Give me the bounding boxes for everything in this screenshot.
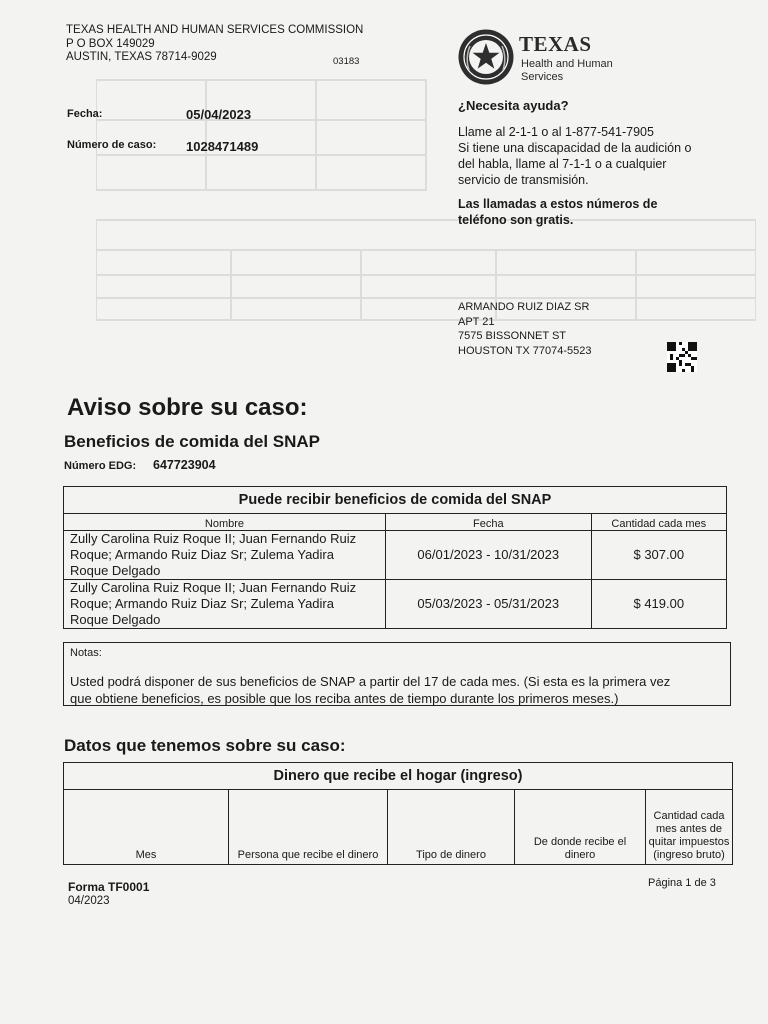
notice-subtitle: Beneficios de comida del SNAP xyxy=(64,432,321,451)
table-row xyxy=(64,531,727,580)
row-amount: $ 307.00 xyxy=(591,531,726,580)
recipient-line: ARMANDO RUIZ DIAZ SR xyxy=(458,301,590,313)
sender-line: TEXAS HEALTH AND HUMAN SERVICES COMMISSION xyxy=(66,24,364,36)
logo-subtitle-line: Health and Human xyxy=(521,58,613,70)
edg-value: 647723904 xyxy=(153,458,216,472)
header-line: dinero xyxy=(564,849,596,861)
notes-line: que obtiene beneficios, es posible que los reciba antes de tiempo durante los primeros meses.) xyxy=(70,691,619,706)
sender-line: AUSTIN, TEXAS 78714-9029 xyxy=(66,51,217,63)
header-line: Tipo de dinero xyxy=(416,849,486,861)
income-table xyxy=(63,762,733,865)
sender-address xyxy=(66,24,363,65)
page-number: Página 1 de 3 xyxy=(648,877,716,889)
name-line: Roque; Armando Ruiz Diaz Sr; Zulema Yadira xyxy=(70,596,334,611)
sender-line: P O BOX 149029 xyxy=(66,37,155,50)
fecha-label: Fecha: xyxy=(67,108,103,120)
notes-line: Usted podrá disponer de sus beneficios de SNAP a partir del 17 de cada mes. (Si esta es la primera vez xyxy=(70,674,671,689)
benefits-table-caption: Puede recibir beneficios de comida del SNAP xyxy=(64,487,727,514)
column-header-mes xyxy=(64,790,229,865)
name-line: Roque Delgado xyxy=(70,563,161,578)
header-line: Mes xyxy=(135,849,157,861)
recipient-line: APT 21 xyxy=(458,315,495,328)
help-heading: ¿Necesita ayuda? xyxy=(458,98,569,113)
form-number: Forma TF0001 xyxy=(68,880,150,894)
notes-text xyxy=(70,673,720,707)
edg-label: Número EDG: xyxy=(64,460,137,472)
column-header-origen xyxy=(515,790,646,865)
column-header-persona xyxy=(229,790,388,865)
row-date: 05/03/2023 - 05/31/2023 xyxy=(385,580,591,629)
row-names xyxy=(64,531,386,580)
name-line: Roque; Armando Ruiz Diaz Sr; Zulema Yadira xyxy=(70,547,334,562)
name-line: Zully Carolina Ruiz Roque II; Juan Fernando Ruiz xyxy=(70,531,357,546)
name-line: Zully Carolina Ruiz Roque II; Juan Fernando Ruiz xyxy=(70,580,357,595)
case-data-title: Datos que tenemos sobre su caso: xyxy=(64,736,346,755)
name-line: Roque Delgado xyxy=(70,612,161,627)
row-date: 06/01/2023 - 10/31/2023 xyxy=(385,531,591,580)
table-row xyxy=(64,580,727,629)
benefits-table xyxy=(63,486,727,629)
recipient-line: HOUSTON TX 77074-5523 xyxy=(458,344,592,357)
help-line: Si tiene una discapacidad de la audición o xyxy=(458,141,692,155)
help-free-line: teléfono son gratis. xyxy=(458,213,574,227)
logo-subtitle-line: Services xyxy=(521,70,564,83)
notes-label: Notas: xyxy=(70,647,102,659)
help-box xyxy=(458,98,748,228)
help-line: servicio de transmisión. xyxy=(458,173,589,187)
column-header-fecha: Fecha xyxy=(385,514,591,531)
help-free-note xyxy=(458,196,748,228)
hhs-logo xyxy=(457,28,627,86)
texas-seal-icon xyxy=(457,28,515,86)
help-line: Llame al 2-1-1 o al 1-877-541-7905 xyxy=(458,125,654,139)
qr-code-icon xyxy=(667,342,697,372)
column-header-cantidad: Cantidad cada mes xyxy=(591,514,726,531)
header-line: mes antes de xyxy=(655,823,723,835)
row-amount: $ 419.00 xyxy=(591,580,726,629)
notice-title: Aviso sobre su caso: xyxy=(67,394,308,421)
column-header-nombre: Nombre xyxy=(64,514,386,531)
row-names xyxy=(64,580,386,629)
column-header-cantidad-bruta xyxy=(646,790,733,865)
header-line: Persona que recibe el dinero xyxy=(237,849,379,861)
income-table-caption: Dinero que recibe el hogar (ingreso) xyxy=(64,763,733,790)
case-number-label: Número de caso: xyxy=(67,139,157,151)
recipient-address xyxy=(458,300,592,358)
help-free-line: Las llamadas a estos números de xyxy=(458,197,658,211)
header-line: De donde recibe el xyxy=(533,836,627,848)
fecha-value: 05/04/2023 xyxy=(186,107,252,122)
header-line: (ingreso bruto) xyxy=(653,849,725,861)
recipient-line: 7575 BISSONNET ST xyxy=(458,330,567,342)
header-line: Cantidad cada xyxy=(653,810,725,822)
column-header-tipo xyxy=(388,790,515,865)
form-date: 04/2023 xyxy=(68,895,110,907)
header-line: quitar impuestos xyxy=(648,836,730,848)
help-line: del habla, llame al 7-1-1 o a cualquier xyxy=(458,157,667,171)
notes-box xyxy=(63,642,731,706)
case-number-value: 1028471489 xyxy=(186,139,259,154)
mail-code: 03183 xyxy=(333,56,360,67)
logo-wordmark: TEXAS xyxy=(519,32,592,56)
logo-subtitle xyxy=(521,58,613,83)
